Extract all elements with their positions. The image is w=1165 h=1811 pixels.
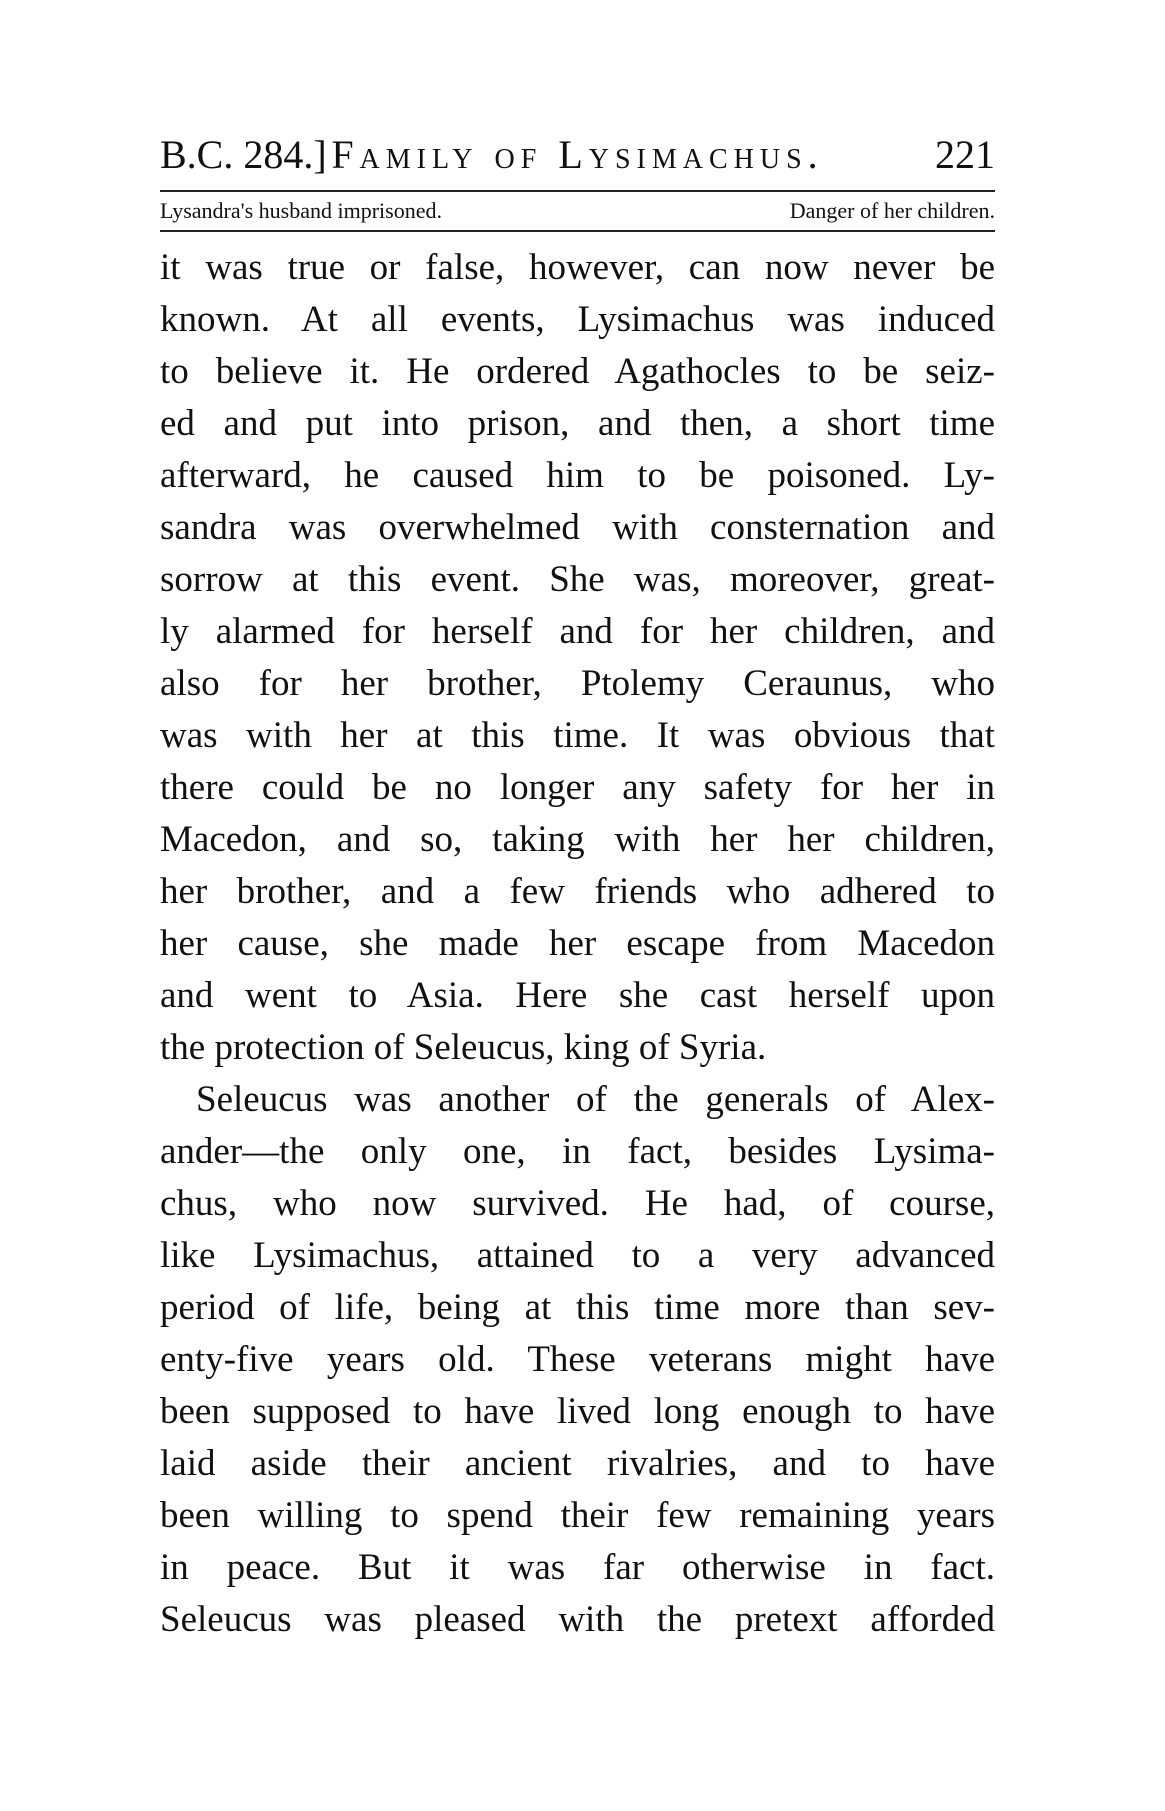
body-line: enty-five years old. These veterans might have <box>160 1339 995 1380</box>
body-line: to believe it. He ordered Agathocles to be seiz- <box>160 351 995 392</box>
body-line: laid aside their ancient rivalries, and to have <box>160 1443 995 1484</box>
body-line: sandra was overwhelmed with consternation and <box>160 507 995 548</box>
body-line: in peace. But it was far otherwise in fact. <box>160 1547 995 1588</box>
body-line: afterward, he caused him to be poisoned. Ly- <box>160 455 995 496</box>
body-line: been willing to spend their few remaining years <box>160 1495 995 1536</box>
running-head <box>160 125 995 185</box>
body-line: also for her brother, Ptolemy Ceraunus, who <box>160 663 995 704</box>
subheading-left: Lysandra's husband imprisoned. <box>160 198 442 223</box>
body-line: sorrow at this event. She was, moreover, great- <box>160 559 995 600</box>
body-line: like Lysimachus, attained to a very advanced <box>160 1235 995 1276</box>
body-line: ander—the only one, in fact, besides Lysima- <box>160 1131 995 1172</box>
body-line: Macedon, and so, taking with her her children, <box>160 819 995 860</box>
body-line: known. At all events, Lysimachus was induced <box>160 299 995 340</box>
body-line: and went to Asia. Here she cast herself upon <box>160 975 995 1016</box>
body-line: was with her at this time. It was obvious that <box>160 715 995 756</box>
body-line: her brother, and a few friends who adhered to <box>160 871 995 912</box>
header-rule-bottom <box>160 230 995 232</box>
subheading-right: Danger of her children. <box>789 198 995 223</box>
marginal-subheading <box>160 196 995 226</box>
body-line: her cause, she made her escape from Macedon <box>160 923 995 964</box>
body-line: ly alarmed for herself and for her children, and <box>160 611 995 652</box>
body-line: it was true or false, however, can now never be <box>160 247 995 288</box>
header-rule-top <box>160 190 995 192</box>
body-line: Seleucus was pleased with the pretext afforded <box>160 1599 995 1640</box>
header-title: Family of Lysimachus. <box>331 132 824 177</box>
body-line: there could be no longer any safety for her in <box>160 767 995 808</box>
body-line: been supposed to have lived long enough to have <box>160 1391 995 1432</box>
body-line: chus, who now survived. He had, of course, <box>160 1183 995 1224</box>
body-line: period of life, being at this time more than sev- <box>160 1287 995 1328</box>
header-date: B.C. 284.] <box>160 132 327 177</box>
body-text <box>160 242 995 1646</box>
body-line: ed and put into prison, and then, a short time <box>160 403 995 444</box>
page-number: 221 <box>935 132 995 177</box>
body-line: the protection of Seleucus, king of Syria. <box>160 1027 767 1068</box>
body-line: Seleucus was another of the generals of Alex- <box>196 1079 995 1120</box>
